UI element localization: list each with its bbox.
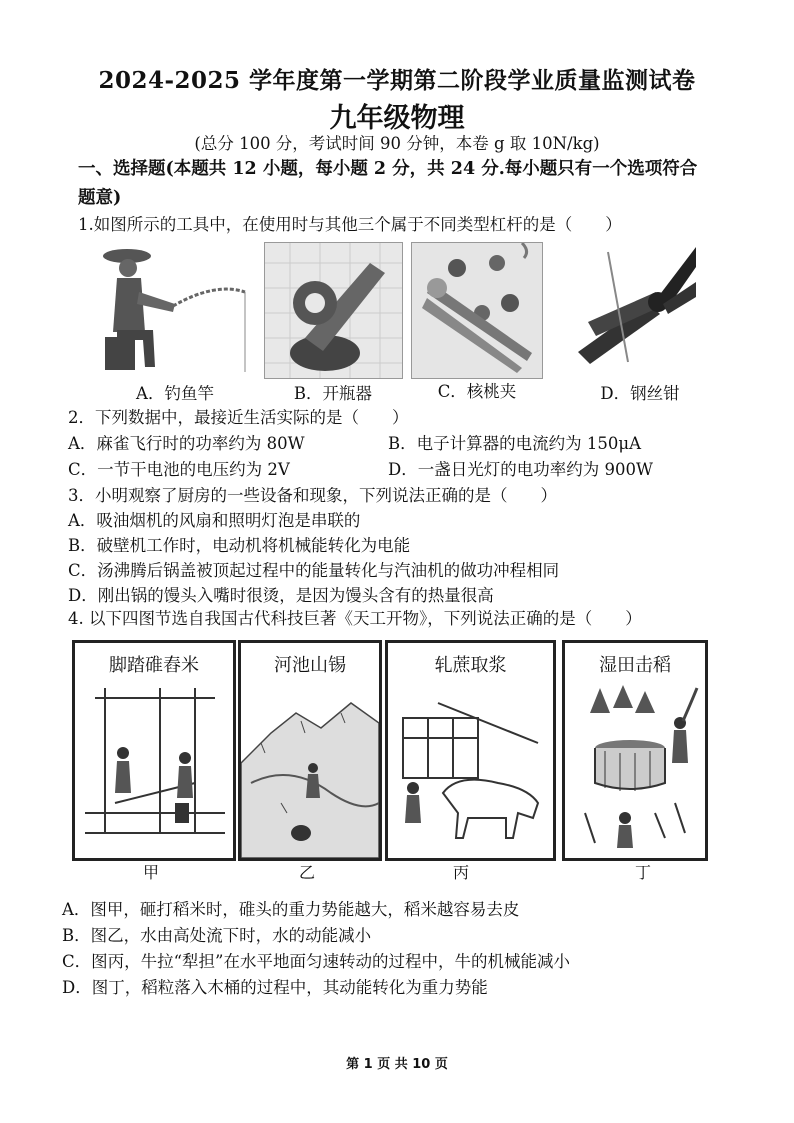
q1-stem: 1.如图所示的工具中，在使用时与其他三个属于不同类型杠杆的是（ ） [78, 215, 622, 234]
q4-label-yi: 乙 [298, 863, 315, 882]
q4-label-ding: 丁 [634, 863, 651, 882]
q4-label-bing: 丙 [452, 863, 469, 882]
page-footer: 第 1 页 共 10 页 [346, 1057, 448, 1072]
q1-caption-c: C．核桃夹 [437, 382, 517, 401]
q3-option-c: C．汤沸腾后锅盖被顶起过程中的能量转化与汽油机的做功冲程相同 [68, 561, 560, 580]
q4-stem: 4. 以下四图节选自我国古代科技巨著《天工开物》，下列说法正确的是（ ） [68, 609, 642, 628]
q2-stem: 2．下列数据中，最接近生活实际的是（ ） [68, 408, 409, 427]
q4-option-d: D．图丁，稻粒落入木桶的过程中，其动能转化为重力势能 [62, 978, 488, 997]
q1-image-nutcracker [411, 242, 543, 379]
q4-label-jia: 甲 [142, 863, 159, 882]
q4-option-c: C．图丙，牛拉“犁担”在水平地面匀速转动的过程中，牛的机械能减小 [62, 952, 570, 971]
q4-panel-bing-title: 轧蔗取浆 [434, 655, 507, 676]
q1-image-bottle-opener [264, 242, 403, 379]
q2-option-c: C．一节干电池的电压约为 2V [68, 460, 290, 479]
q4-panel-ding-title: 湿田击稻 [599, 655, 671, 676]
q4-panel-yi [238, 640, 382, 861]
q2-option-b: B．电子计算器的电流约为 150μA [388, 434, 642, 453]
section1-heading: 一、选择题(本题共 12 小题，每小题 2 分，共 24 分.每小题只有一个选项符合 [78, 159, 698, 179]
q3-option-a: A．吸油烟机的风扇和照明灯泡是串联的 [68, 511, 361, 530]
section1-heading-cont: 题意) [78, 188, 122, 208]
exam-title: 2024-2025 学年度第一学期第二阶段学业质量监测试卷 [98, 67, 696, 94]
q4-option-a: A．图甲，砸打稻米时，碓头的重力势能越大，稻米越容易去皮 [62, 900, 520, 919]
q4-panel-jia-title: 脚踏碓舂米 [109, 655, 199, 676]
q2-option-a: A．麻雀飞行时的功率约为 80W [68, 434, 305, 453]
q4-panel-ding [562, 640, 708, 861]
q1-caption-b: B．开瓶器 [293, 384, 373, 403]
exam-subject: 九年级物理 [329, 103, 465, 134]
q1-image-pliers [568, 242, 698, 377]
q1-image-fishing-rod [95, 242, 255, 377]
q3-option-d: D．刚出锅的馒头入嘴时很烫，是因为馒头含有的热量很高 [68, 586, 494, 605]
exam-meta: (总分 100 分，考试时间 90 分钟，本卷 g 取 10N/kg) [194, 134, 600, 153]
q4-option-b: B．图乙，水由高处流下时，水的动能减小 [62, 926, 372, 945]
q1-caption-d: D．钢丝钳 [600, 384, 680, 403]
q3-stem: 3．小明观察了厨房的一些设备和现象，下列说法正确的是（ ） [68, 486, 557, 505]
q4-panel-jia [72, 640, 236, 861]
q2-option-d: D．一盏日光灯的电功率约为 900W [388, 460, 653, 479]
q4-panel-bing [385, 640, 556, 861]
q3-option-b: B．破壁机工作时，电动机将机械能转化为电能 [68, 536, 411, 555]
q4-panel-yi-title: 河池山锡 [274, 655, 346, 676]
q1-caption-a: A．钓鱼竿 [136, 384, 214, 403]
